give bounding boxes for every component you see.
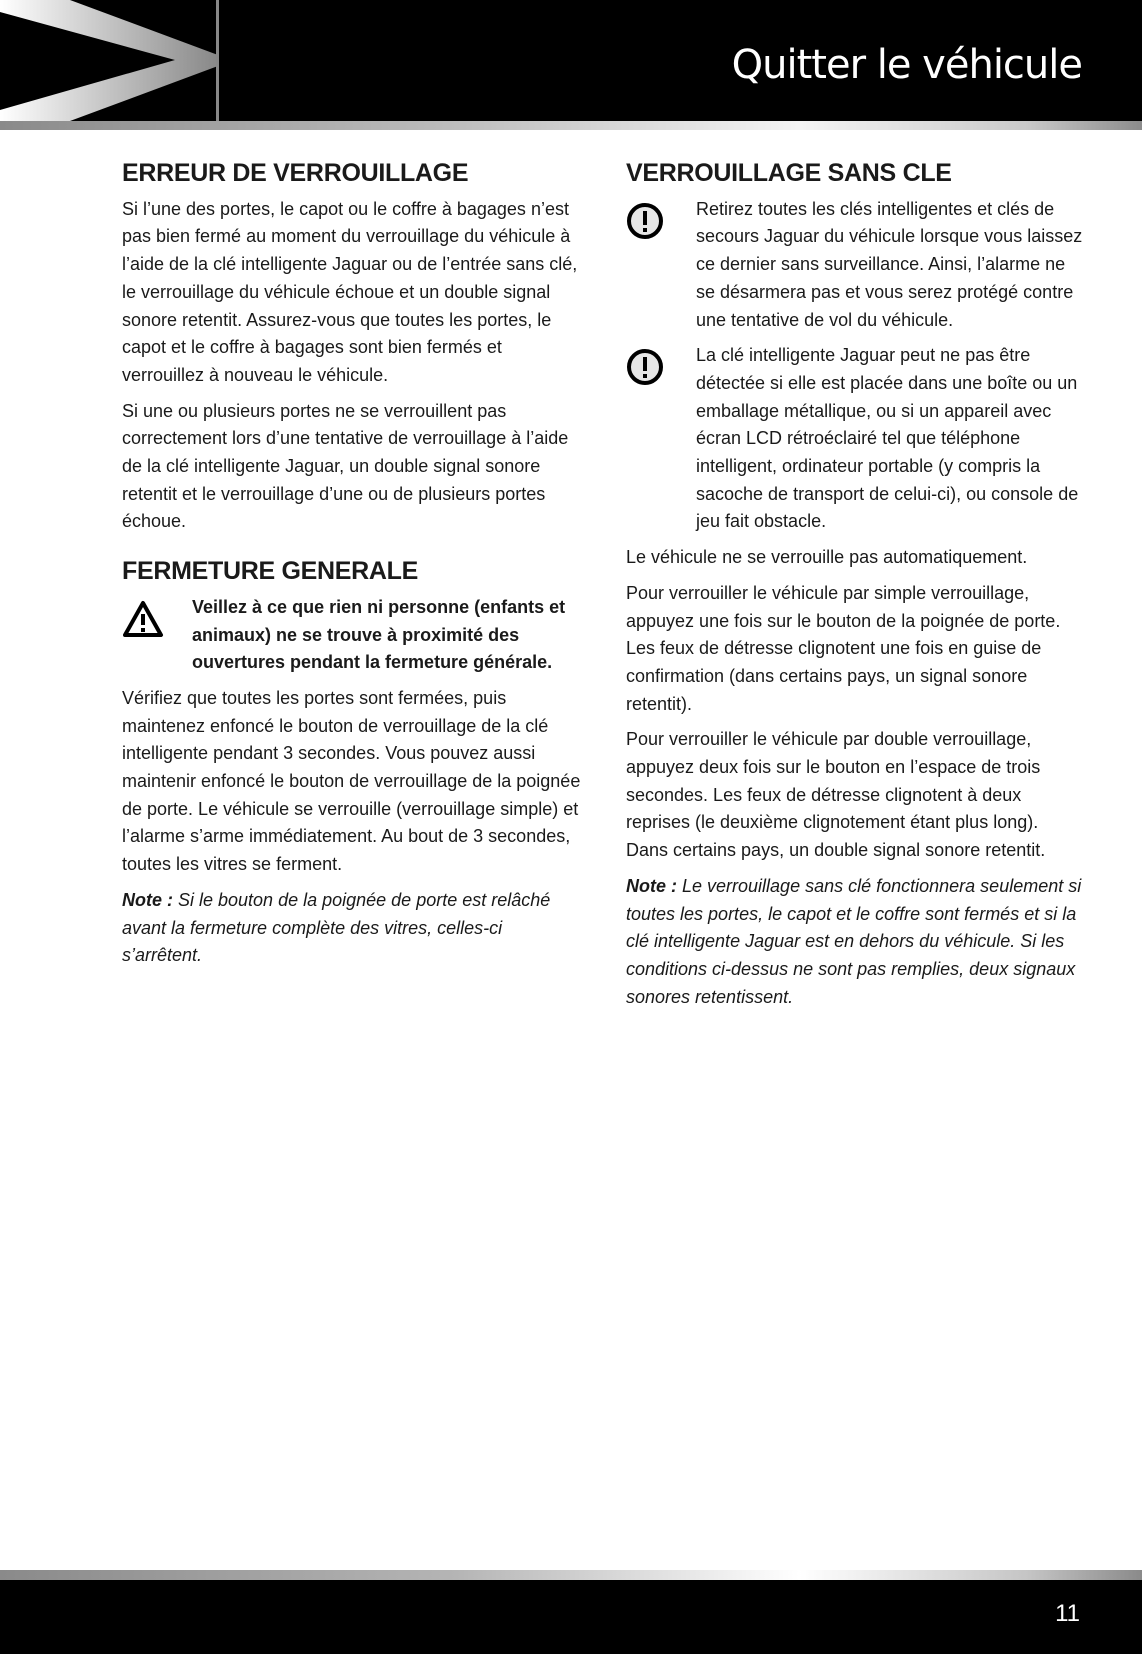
caution-text: Retirez toutes les clés intelligentes et clés de secours Jaguar du véhicule lorsque vous laissez ce dernier sans surveillance. Ainsi, l’alarme ne se désarmera pas et vous serez protégé contre une tentative de vol du véhicule.	[696, 198, 1083, 330]
paragraph: Pour verrouiller le véhicule par double verrouillage, appuyez deux fois sur le bouton en l’espace de trois secondes. Les feux de détresse clignotent à deux reprises (le deuxième clignotement étant plus long). Dans certains pays, un double signal sonore retentit.	[626, 729, 1046, 861]
caution-block	[626, 342, 1084, 536]
warning-text: Veillez à ce que rien ni personne (enfants et animaux) ne se trouve à proximité des ouvertures pendant la fermeture générale.	[192, 596, 566, 673]
note-label: Note :	[122, 889, 173, 910]
paragraph: Si l’une des portes, le capot ou le coffre à bagages n’est pas bien fermé au moment du verrouillage du véhicule à l’aide de la clé intelligente Jaguar ou de l’entrée sans clé, le verrouillage du véhicule échoue et un double signal sonore retentit. Assurez-vous que toutes les portes, le capot et le coffre à bagages sont bien fermés et verrouillez à nouveau le véhicule.	[122, 198, 578, 385]
left-column	[122, 160, 584, 978]
chevron-graphic	[0, 0, 218, 121]
warning-block	[122, 594, 584, 677]
paragraph: Si une ou plusieurs portes ne se verrouillent pas correctement lors d’une tentative de verrouillage à l’aide de la clé intelligente Jaguar, un double signal sonore retentit et le verrouillage d’une ou de plusieurs portes échoue.	[122, 400, 569, 532]
paragraph: Le véhicule ne se verrouille pas automatiquement.	[626, 547, 1028, 568]
section-heading: ERREUR DE VERROUILLAGE	[122, 159, 469, 187]
caution-block	[626, 196, 1084, 335]
page-footer	[0, 1580, 1142, 1654]
caution-exclamation-icon	[626, 342, 696, 536]
section-heading: VERROUILLAGE SANS CLE	[626, 159, 952, 187]
note-text: Le verrouillage sans clé fonctionnera seulement si toutes les portes, le capot et le coffre sont fermés et si la clé intelligente Jaguar est en dehors du véhicule. Si les conditions ci-dessus ne sont pas remplies, deux signaux sonores retentissent.	[626, 875, 1082, 1007]
paragraph: Pour verrouiller le véhicule par simple verrouillage, appuyez une fois sur le bouton de la poignée de porte. Les feux de détresse clignotent une fois en guise de confirmation (dans certains pays, un signal sonore retentit).	[626, 582, 1061, 714]
note	[122, 887, 584, 970]
caution-exclamation-icon	[626, 196, 696, 335]
note-label: Note :	[626, 875, 677, 896]
page-number: 11	[1055, 1600, 1080, 1627]
header-band	[0, 121, 1142, 130]
paragraph: Vérifiez que toutes les portes sont fermées, puis maintenez enfoncé le bouton de verrouillage de la clé intelligente pendant 3 secondes. Vous pouvez aussi maintenir enfoncé le bouton de verrouillage de la poignée de porte. Le véhicule se verrouille (verrouillage simple) et l’alarme s’arme immédiatement. Au bout de 3 secondes, toutes les vitres se ferment.	[122, 687, 581, 875]
footer-band	[0, 1570, 1142, 1580]
note	[626, 873, 1084, 1012]
warning-triangle-icon	[122, 594, 192, 677]
section-heading: FERMETURE GENERALE	[122, 557, 419, 586]
note-text: Si le bouton de la poignée de porte est relâché avant la fermeture complète des vitres, celles-ci s’arrêtent.	[122, 889, 551, 966]
caution-text: La clé intelligente Jaguar peut ne pas être détectée si elle est placée dans une boîte ou un emballage métallique, ou si un appareil avec écran LCD rétroéclairé tel que téléphone intelligent, ordinateur portable (y compris la sacoche de transport de celui-ci), ou console de jeu fait obstacle.	[696, 345, 1079, 532]
page-header	[0, 0, 1142, 121]
page-title: Quitter le véhicule	[731, 42, 1082, 88]
divider	[216, 0, 219, 121]
right-column	[626, 160, 1084, 1019]
